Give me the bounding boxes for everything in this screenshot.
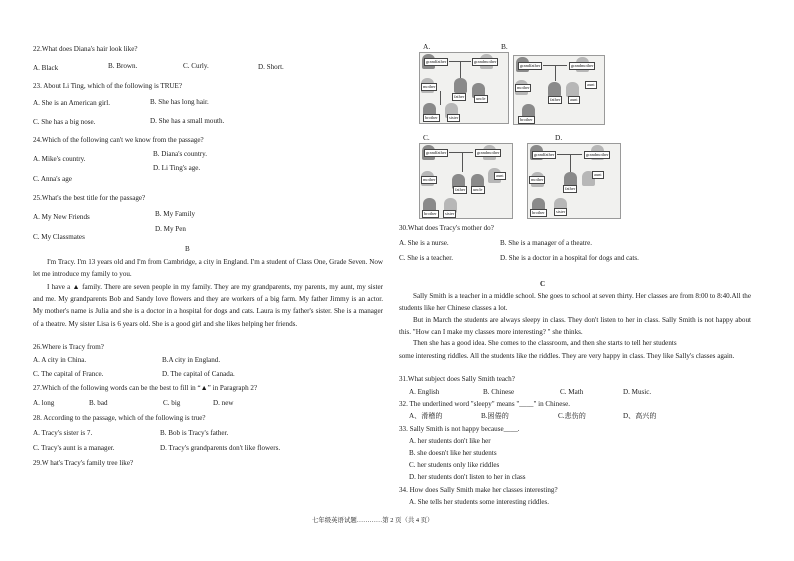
q23-option-a: A. She is an American girl. [33,99,111,107]
passage-b-paragraph-2: I have a ▲ family. There are seven people in my family. They are my grandparents, my parents, my aunt, my sister and me. My grandparents Bob and Sandy love flowers and they are workers of a big farm. My father Jimmy is an actor. My mother's name is Julia and she is a doctor in a hospital for dogs and cats. Laura is my father's sister. She is a manager of a theatre. My sister Lisa is 6 years old. She is a good girl and she likes helping her friends. [33,283,383,328]
tree-b-grandfather: grandfather [520,63,541,68]
q31-option-b: B. Chinese [483,388,515,396]
tree-a-grandfather: grandfather [426,59,447,64]
q30-option-c: C. She is a teacher. [399,254,453,262]
q28-option-c: C. Tracy's aunt is a manager. [33,444,115,452]
tree-a-father: father [454,94,465,99]
passage-c-label: C [540,280,546,288]
q22-option-c: C. Curly. [183,62,209,70]
q27-option-a: A. long [33,399,55,407]
q23-option-c: C. She has a big nose. [33,118,96,126]
tree-c-aunt: aunt [496,173,504,178]
tree-c-uncle: uncle [473,187,483,192]
q24-option-b: B. Diana's country. [153,150,208,158]
tree-a-grandmother: grandmother [474,59,497,64]
q27-option-b: B. bad [89,399,108,407]
q28-option-b: B. Bob is Tracy's father. [160,429,229,437]
q24-option-a: A. Mike's country. [33,155,86,163]
family-tree-a [419,52,509,124]
tree-d-mother: mother [531,177,544,182]
q32-option-a: A、滑稽的 [409,412,443,420]
page-footer: 七年级英语试题…………第 2 页（共 4 页） [312,517,434,524]
family-tree-d [527,143,621,219]
q33-option-a: A. her students don't like her [409,437,491,445]
q24-stem: 24.Which of the following can't we know from the passage? [33,136,204,144]
q34-stem: 34. How does Sally Smith make her classes interesting? [399,486,558,494]
q22-option-a: A. Black [33,64,59,72]
tree-b-aunt-2: aunt [587,82,595,87]
tree-b-label: B. [501,42,508,51]
tree-b-mother: mother [517,85,530,90]
family-tree-b [513,55,605,125]
q23-option-b: B. She has long hair. [150,98,209,106]
q23-stem: 23. About Li Ting, which of the following is TRUE? [33,82,183,90]
q26-stem: 26.Where is Tracy from? [33,343,104,351]
tree-d-grandfather: grandfather [534,152,555,157]
q27-stem: 27.Which of the following words can be the best to fill in “▲” in Paragraph 2? [33,384,258,392]
q31-option-a: A. English [409,388,440,396]
q31-option-c: C. Math [560,388,584,396]
tree-c-grandfather: grandfather [426,150,447,155]
tree-a-uncle: uncle [476,96,486,101]
q25-option-c: C. My Classmates [33,233,85,241]
tree-connector [449,152,473,153]
q28-option-d: D. Tracy's grandparents don't like flowers. [160,444,281,452]
tree-c-grandmother: grandmother [477,150,500,155]
tree-connector [570,154,571,172]
q33-option-b: B. she doesn't like her students [409,449,497,457]
q24-option-c: C. Anna's age [33,175,72,183]
person-icon [566,82,579,97]
q22-option-d: D. Short. [258,63,284,71]
passage-b-label: B [185,245,190,253]
tree-d-sister: sister [556,209,566,214]
tree-a-label: A. [423,42,431,51]
tree-connector [440,91,441,105]
q23-option-d: D. She has a small mouth. [150,117,225,125]
q26-option-c: C. The capital of France. [33,370,104,378]
passage-b-paragraph-1: I'm Tracy. I'm 13 years old and I'm from Cambridge, a city in England. I'm a student of Class One, Grade Seven. Now let me introduce my family to you. [33,258,383,279]
tree-b-father: father [550,97,561,102]
q31-stem: 31.What subject does Sally Smith teach? [399,375,515,383]
q26-option-a: A. A city in China. [33,356,87,364]
tree-d-father: father [565,186,576,191]
q28-option-a: A. Tracy's sister is 7. [33,429,93,437]
tree-connector [555,65,556,81]
q32-option-c: C.悲伤的 [558,412,586,420]
tree-b-grandmother: grandmother [571,63,594,68]
passage-c-paragraph-3a: Then she has a good idea. She comes to the classroom, and then she starts to tell her students [413,339,677,347]
tree-c-sister: sister [445,211,455,216]
tree-connector [462,152,463,172]
passage-c-paragraph-3b: some interesting riddles. All the students like the riddles. They are very happy in class. They like Sally's classes again. [399,352,735,360]
q33-stem: 33. Sally Smith is not happy because____. [399,425,520,433]
q33-option-d: D. her students don't listen to her in class [409,473,526,481]
tree-d-grandmother: grandmother [586,152,609,157]
tree-a-mother: mother [423,84,436,89]
q26-option-d: D. The capital of Canada. [162,370,235,378]
q22-stem: 22.What does Diana's hair look like? [33,45,138,53]
tree-c-label: C. [423,133,430,142]
q22-option-b: B. Brown. [108,62,138,70]
tree-connector [460,61,461,79]
passage-c-paragraph-2: But in March the students are always sleepy in class. They don't listen to her in class. Sally Smith is not happy about this. "How can I make my classes more interesting? " she thinks. [399,316,751,337]
tree-b-brother: brother [520,117,533,122]
q27-option-c: C. big [163,399,181,407]
tree-d-aunt: aunt [594,172,602,177]
tree-b-aunt-1: aunt [570,97,578,102]
q34-option-a: A. She tells her students some interesting riddles. [409,498,550,506]
q30-option-b: B. She is a manager of a theatre. [500,239,592,247]
q25-option-b: B. My Family [155,210,196,218]
q25-option-d: D. My Pen [155,225,186,233]
person-icon [454,78,467,93]
q24-option-d: D. Li Ting's age. [153,164,201,172]
q32-option-b: B.困倦的 [481,412,509,420]
tree-c-father: father [455,187,466,192]
q30-option-d: D. She is a doctor in a hospital for dogs and cats. [500,254,639,262]
q26-option-b: B.A city in England. [162,356,221,364]
q31-option-d: D. Music. [623,388,652,396]
tree-a-sister: sister [449,115,459,120]
person-icon [548,82,561,97]
tree-a-brother: brother [425,115,438,120]
tree-c-mother: mother [423,177,436,182]
q30-option-a: A. She is a nurse. [399,239,449,247]
q25-option-a: A. My New Friends [33,213,90,221]
passage-c-paragraph-1: Sally Smith is a teacher in a middle school. She goes to school at seven thirty. Her classes are from 8:00 to 8:40.All the students like her Chinese classes a lot. [399,292,751,313]
q32-option-d: D、高兴的 [623,412,657,420]
tree-d-label: D. [555,133,563,142]
q25-stem: 25.What's the best title for the passage? [33,194,146,202]
q32-stem: 32. The underlined word "sleepy" means "____" in Chinese. [399,400,571,408]
tree-c-brother: brother [424,211,437,216]
tree-d-brother: brother [532,210,545,215]
q33-option-c: C. her students only like riddles [409,461,500,469]
q28-stem: 28. According to the passage, which of the following is true? [33,414,206,422]
family-tree-c [419,143,513,219]
q30-stem: 30.What does Tracy's mother do? [399,224,494,232]
q27-option-d: D. new [213,399,234,407]
q29-stem: 29.W hat's Tracy's family tree like? [33,459,134,467]
